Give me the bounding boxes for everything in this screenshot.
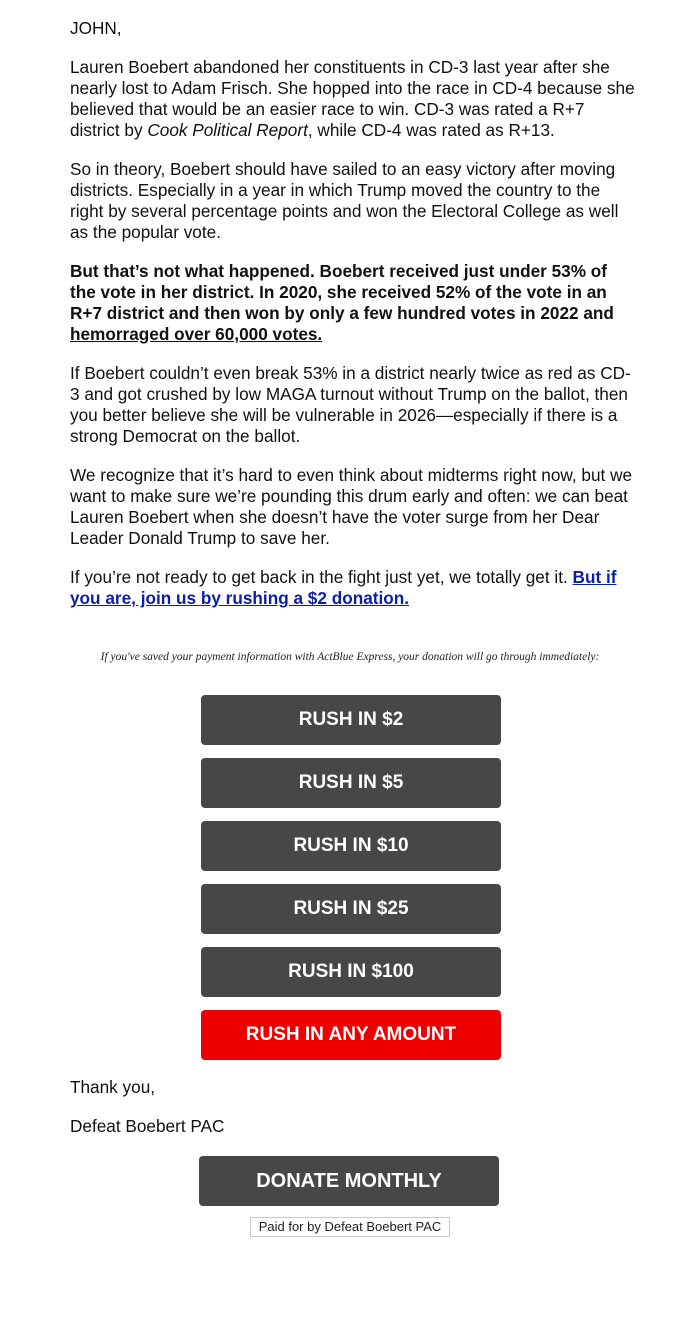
paragraph-3-underline: hemorraged over 60,000 votes. bbox=[70, 324, 323, 344]
rush-any-amount-button[interactable]: RUSH IN ANY AMOUNT bbox=[201, 1010, 501, 1060]
signature: Defeat Boebert PAC bbox=[70, 1116, 225, 1136]
rush-2-button[interactable]: RUSH IN $2 bbox=[201, 695, 501, 745]
paragraph-1-text: Lauren Boebert abandoned her constituents in CD-3 last year after she nearly lost to Adam Frisch. She hopped into the race in CD-4 because she believed that would be an easier race to win. CD-3 was rated a R+7 district by bbox=[70, 57, 635, 140]
rush-10-button[interactable]: RUSH IN $10 bbox=[201, 821, 501, 871]
rush-5-button[interactable]: RUSH IN $5 bbox=[201, 758, 501, 808]
paragraph-4: If Boebert couldn’t even break 53% in a district nearly twice as red as CD-3 and got crushed by low MAGA turnout without Trump on the ballot, then you better believe she will be vulnerable in 2026—especially if there is a strong Democrat on the ballot. bbox=[70, 363, 631, 446]
rush-100-button[interactable]: RUSH IN $100 bbox=[201, 947, 501, 997]
paragraph-6-text: If you’re not ready to get back in the fight just yet, we totally get it. bbox=[70, 567, 573, 587]
paragraph-3-text: But that’s not what happened. Boebert received just under 53% of the vote in her district. In 2020, she received 52% of the vote in an R+7 district and then won by only a few hundred votes in 2022 and bbox=[70, 261, 614, 323]
paragraph-3 bbox=[70, 261, 635, 345]
greeting: JOHN, bbox=[70, 18, 122, 38]
publication-name: Cook Political Report bbox=[147, 120, 308, 140]
donate-2-link[interactable]: But if you are, join us by rushing a $2 donation. bbox=[70, 567, 617, 608]
rush-25-button[interactable]: RUSH IN $25 bbox=[201, 884, 501, 934]
paragraph-1-end: , while CD-4 was rated as R+13. bbox=[307, 120, 555, 140]
paragraph-6 bbox=[70, 567, 635, 609]
donate-monthly-button[interactable]: DONATE MONTHLY bbox=[199, 1156, 499, 1206]
paid-for-disclaimer: Paid for by Defeat Boebert PAC bbox=[250, 1217, 450, 1237]
thanks-text: Thank you, bbox=[70, 1077, 156, 1097]
paragraph-2: So in theory, Boebert should have sailed to an easy victory after moving districts. Especially in a year in which Trump moved the country to the right by several percentage points and won the Electoral College as well as the popular vote. bbox=[70, 159, 619, 242]
actblue-express-note: If you've saved your payment information with ActBlue Express, your donation will go through immediately: bbox=[100, 651, 600, 663]
email-body bbox=[70, 18, 635, 627]
paragraph-1 bbox=[70, 57, 635, 141]
paragraph-5: We recognize that it’s hard to even think about midterms right now, but we want to make sure we’re pounding this drum early and often: we can beat Lauren Boebert when she doesn’t have the voter surge from her Dear Leader Donald Trump to save her. bbox=[70, 465, 633, 548]
